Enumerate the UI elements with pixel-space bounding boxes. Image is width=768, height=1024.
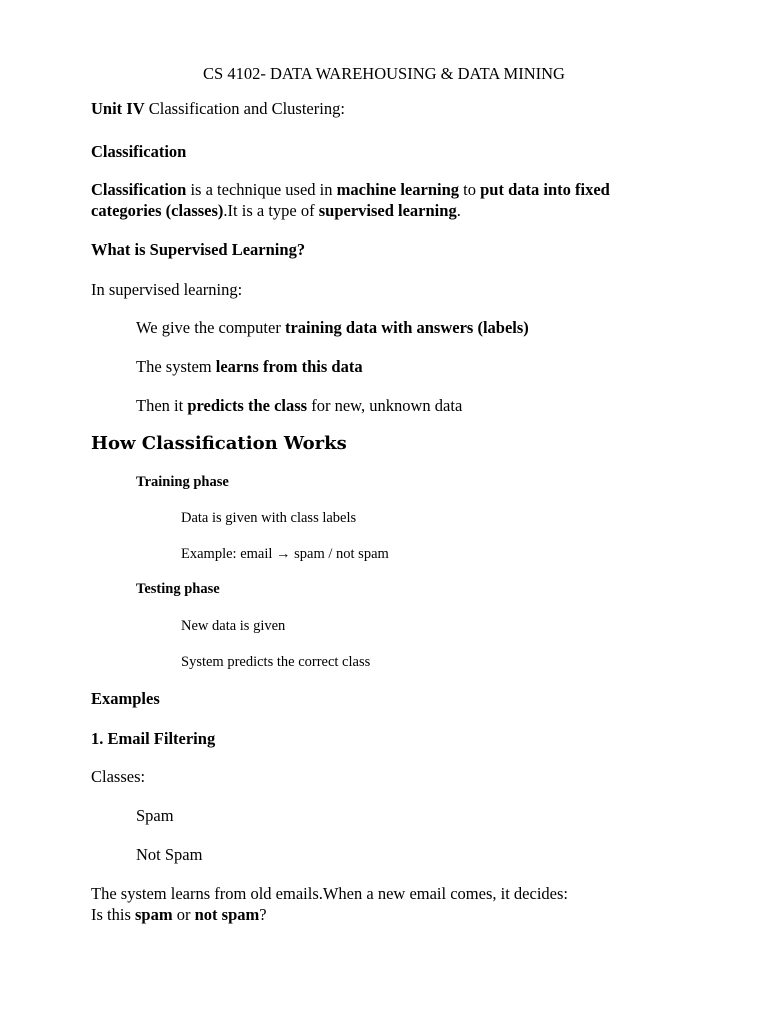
- supervised-heading-text: What is Supervised Learning?: [91, 240, 306, 259]
- supervised-point-2: [136, 356, 363, 377]
- classification-heading-text: Classification: [91, 142, 187, 161]
- def-text-2: to: [459, 180, 481, 199]
- def-supervised: supervised learning: [318, 201, 457, 220]
- testing-heading: [136, 579, 220, 600]
- conclusion-or: or: [172, 905, 195, 924]
- conclusion-spam: spam: [135, 905, 173, 924]
- how-heading: [91, 432, 347, 456]
- conclusion-qmark: ?: [259, 905, 267, 924]
- class-item-not-spam: [136, 844, 202, 865]
- training-item-1: [181, 508, 356, 529]
- email-heading-text: 1. Email Filtering: [91, 729, 216, 748]
- testing-item-1: [181, 616, 285, 637]
- definition-line-2: [91, 200, 461, 221]
- training-heading-text: Training phase: [136, 474, 229, 490]
- supervised-point-1: [136, 317, 529, 338]
- how-heading-text: How Classification Works: [91, 433, 347, 454]
- examples-heading-text: Examples: [91, 689, 160, 708]
- testing-item-2: [181, 652, 370, 673]
- training-item-2-text: Example: email → spam / not spam: [181, 546, 389, 562]
- training-item-2: [181, 544, 389, 565]
- supervised-intro-text: In supervised learning:: [91, 280, 243, 299]
- classes-label-text: Classes:: [91, 767, 146, 786]
- examples-heading: [91, 688, 160, 709]
- def-categories: categories (classes): [91, 201, 224, 220]
- class-item-spam: [136, 805, 174, 826]
- class-not-spam-text: Not Spam: [136, 845, 203, 864]
- testing-item-2-text: System predicts the correct class: [181, 654, 371, 670]
- point2-text: The system: [136, 357, 216, 376]
- def-text-1: is a technique used in: [186, 180, 337, 199]
- point3-tail: for new, unknown data: [307, 396, 463, 415]
- conclusion-not-spam: not spam: [194, 905, 260, 924]
- class-spam-text: Spam: [136, 806, 174, 825]
- point3-bold: predicts the class: [187, 396, 308, 415]
- conclusion-line-1: [91, 883, 568, 904]
- point1-text: We give the computer: [136, 318, 285, 337]
- def-ml: machine learning: [336, 180, 460, 199]
- testing-heading-text: Testing phase: [136, 581, 220, 597]
- point2-bold: learns from this data: [215, 357, 363, 376]
- unit-label: Unit IV: [91, 99, 145, 118]
- def-term: Classification: [91, 180, 187, 199]
- classification-heading: [91, 141, 186, 162]
- email-heading: [91, 728, 215, 749]
- def-text-3: .It is a type of: [223, 201, 319, 220]
- def-period: .: [456, 201, 461, 220]
- conclusion-line-1-text: The system learns from old emails.When a new email comes, it decides:: [91, 884, 568, 903]
- training-item-1-text: Data is given with class labels: [181, 510, 357, 526]
- classes-label: [91, 766, 145, 787]
- definition-line-1: [91, 179, 610, 200]
- def-put: put data into fixed: [480, 180, 610, 199]
- supervised-intro: [91, 279, 242, 300]
- document-title: [0, 63, 768, 84]
- testing-item-1-text: New data is given: [181, 618, 286, 634]
- title-text: CS 4102- DATA WAREHOUSING & DATA MINING: [203, 64, 565, 83]
- point3-text: Then it: [136, 396, 188, 415]
- unit-text: Classification and Clustering:: [144, 99, 345, 118]
- unit-line: [91, 98, 345, 119]
- supervised-point-3: [136, 395, 462, 416]
- point1-bold: training data with answers (labels): [284, 318, 529, 337]
- training-heading: [136, 472, 229, 493]
- conclusion-line-2: [91, 904, 267, 925]
- supervised-heading: [91, 239, 305, 260]
- conclusion-prefix: Is this: [91, 905, 136, 924]
